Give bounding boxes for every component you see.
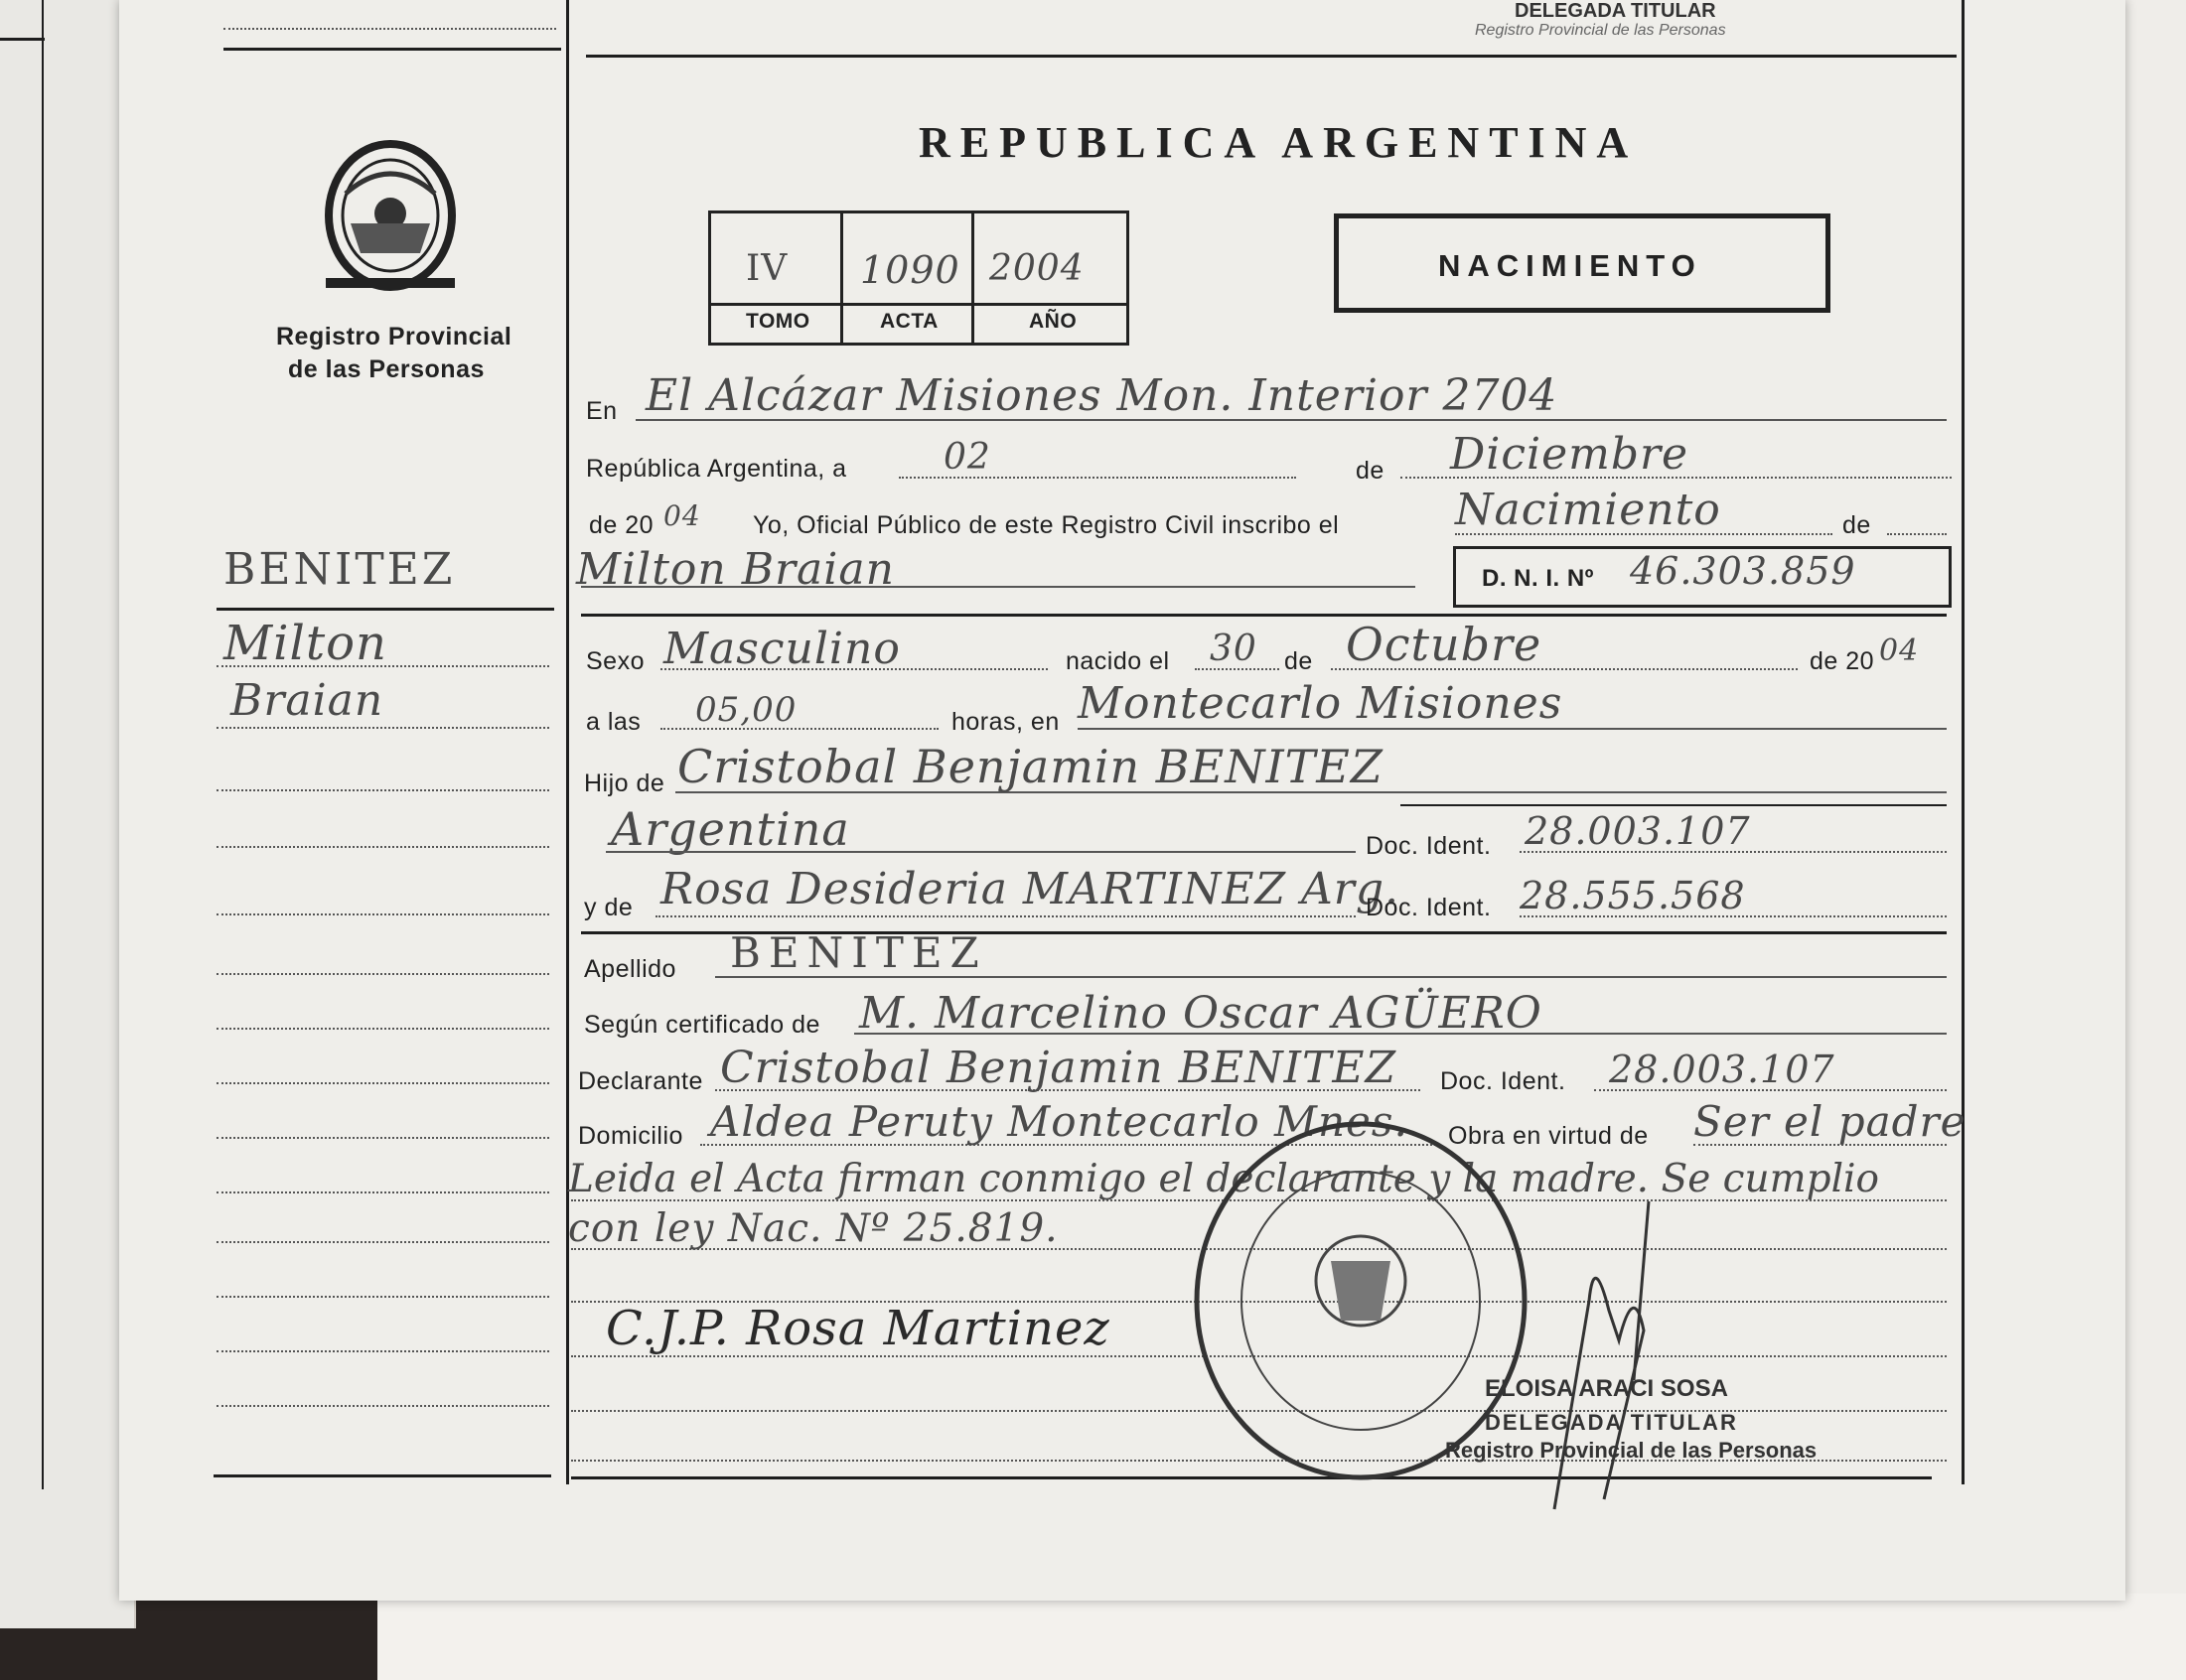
value-certificate-by: M. Marcelino Oscar AGÜERO [859, 988, 1542, 1039]
line-nationality [606, 851, 1356, 853]
value-day: 02 [944, 437, 991, 478]
closing-line-1: Leida el Acta firman conmigo el declarante y la madre. Se cumplio [568, 1157, 1880, 1201]
label-domicilio: Domicilio [578, 1122, 683, 1150]
provincial-seal-icon [316, 134, 465, 308]
value-place: El Alcázar Misiones Mon. Interior 2704 [646, 370, 1558, 421]
label-hijo-de: Hijo de [584, 770, 665, 797]
bottom-rule-left [214, 1474, 551, 1477]
margin-dotted [217, 665, 549, 667]
label-obra-virtud: Obra en virtud de [1448, 1122, 1649, 1150]
value-inscribed: Nacimiento [1455, 485, 1721, 535]
top-stamp-role: DELEGADA TITULAR [1515, 0, 1716, 22]
margin-dotted [217, 973, 549, 975]
row-rule [1400, 804, 1947, 806]
value-father-nationality: Argentina [611, 802, 850, 856]
ano-value: 2004 [989, 248, 1085, 289]
signature-parents: C.J.P. Rosa Martinez [606, 1301, 1110, 1356]
value-by-virtue: Ser el padre [1693, 1097, 1967, 1146]
dni-number: 46.303.859 [1630, 549, 1856, 593]
label-en: En [586, 397, 618, 425]
label-de-3: de [1284, 647, 1313, 675]
value-year-suffix: 04 [663, 499, 701, 532]
left-page-edge [0, 0, 136, 1628]
value-hour: 05,00 [695, 690, 798, 730]
label-doc-ident-father: Doc. Ident. [1366, 832, 1492, 860]
official-stamp-icon [1187, 1117, 1534, 1489]
line-child-name [581, 586, 1415, 588]
value-month: Diciembre [1450, 429, 1689, 480]
margin-dotted [217, 1137, 549, 1139]
tomo-value: IV [746, 248, 789, 289]
value-birth-day: 30 [1210, 629, 1257, 669]
value-sex: Masculino [663, 624, 901, 674]
stamp-org: Registro Provincial de las Personas [1445, 1438, 1818, 1463]
closing-line-2: con ley Nac. Nº 25.819. [568, 1206, 1059, 1251]
acta-label: ACTA [880, 310, 939, 333]
act-type-label: NACIMIENTO [1438, 248, 1702, 283]
margin-dotted [217, 846, 549, 848]
act-type-box [1334, 213, 1830, 313]
registry-name-line2: de las Personas [288, 355, 485, 383]
dni-label: D. N. I. Nº [1482, 565, 1594, 592]
value-declarant-doc: 28.003.107 [1609, 1048, 1835, 1091]
tomo-label: TOMO [746, 310, 810, 333]
value-father-doc: 28.003.107 [1525, 809, 1751, 853]
label-de20-b: de 20 [1810, 647, 1875, 675]
margin-dotted [217, 727, 549, 729]
ano-label: AÑO [1029, 310, 1078, 333]
dni-box [1453, 546, 1952, 608]
top-dotted [223, 28, 556, 30]
margin-dotted [217, 789, 549, 791]
top-stamp-org: Registro Provincial de las Personas [1475, 22, 1726, 39]
margin-dotted [217, 1191, 549, 1193]
act-box [708, 210, 1129, 346]
row-rule [581, 614, 1947, 617]
label-horas-en: horas, en [951, 708, 1060, 736]
label-doc-ident-declarant: Doc. Ident. [1440, 1067, 1566, 1095]
value-birth-month: Octubre [1346, 618, 1542, 671]
stamp-role: DELEGADA TITULAR [1485, 1410, 1738, 1435]
value-address: Aldea Peruty Montecarlo Mnes. [710, 1097, 1408, 1146]
value-father: Cristobal Benjamin BENITEZ [677, 740, 1384, 793]
margin-dotted [217, 1296, 549, 1298]
acta-value: 1090 [860, 248, 960, 292]
label-yo-oficial: Yo, Oficial Público de este Registro Civil inscribo el [753, 511, 1340, 539]
country-title: REPUBLICA ARGENTINA [919, 118, 1639, 167]
column-divider [566, 0, 569, 1484]
label-sexo: Sexo [586, 647, 645, 675]
value-birth-place: Montecarlo Misiones [1078, 678, 1563, 729]
label-de-2: de [1842, 511, 1871, 539]
margin-second-name: Braian [230, 675, 384, 726]
top-rule-left [223, 48, 561, 51]
label-doc-ident-mother: Doc. Ident. [1366, 894, 1492, 921]
left-margin-line [42, 0, 44, 1489]
value-birth-year-suffix: 04 [1879, 633, 1920, 668]
margin-dotted [217, 913, 549, 915]
page-below [377, 1594, 2186, 1680]
label-nacido-el: nacido el [1066, 647, 1170, 675]
label-y-de: y de [584, 894, 634, 921]
margin-dotted [217, 1350, 549, 1352]
value-mother: Rosa Desideria MARTINEZ Arg. [660, 864, 1399, 914]
stamp-name: ELOISA ARACI SOSA [1485, 1375, 1728, 1402]
label-de20: de 20 [589, 511, 655, 539]
registry-name-line1: Registro Provincial [276, 323, 512, 350]
label-a-las: a las [586, 708, 642, 736]
label-apellido: Apellido [584, 955, 676, 983]
margin-dotted [217, 1241, 549, 1243]
margin-rule [217, 608, 554, 611]
label-republica: República Argentina, a [586, 455, 847, 483]
right-border [1962, 0, 1965, 1484]
label-de: de [1356, 457, 1384, 485]
margin-dotted [217, 1028, 549, 1030]
margin-surname: BENITEZ [223, 544, 456, 595]
line-de-2 [1887, 533, 1947, 535]
line-mother [656, 915, 1356, 917]
value-surname: BENITEZ [730, 928, 987, 977]
margin-dotted [217, 1405, 549, 1407]
margin-dotted [217, 1082, 549, 1084]
label-segun-cert: Según certificado de [584, 1011, 820, 1039]
value-mother-doc: 28.555.568 [1520, 874, 1746, 917]
value-child-name: Milton Braian [576, 544, 895, 595]
margin-first-name: Milton [223, 616, 387, 671]
left-rule [0, 38, 45, 41]
official-signature [1534, 1182, 1693, 1524]
top-rule-right [586, 55, 1957, 58]
label-declarante: Declarante [578, 1067, 703, 1095]
value-declarant: Cristobal Benjamin BENITEZ [720, 1043, 1397, 1093]
